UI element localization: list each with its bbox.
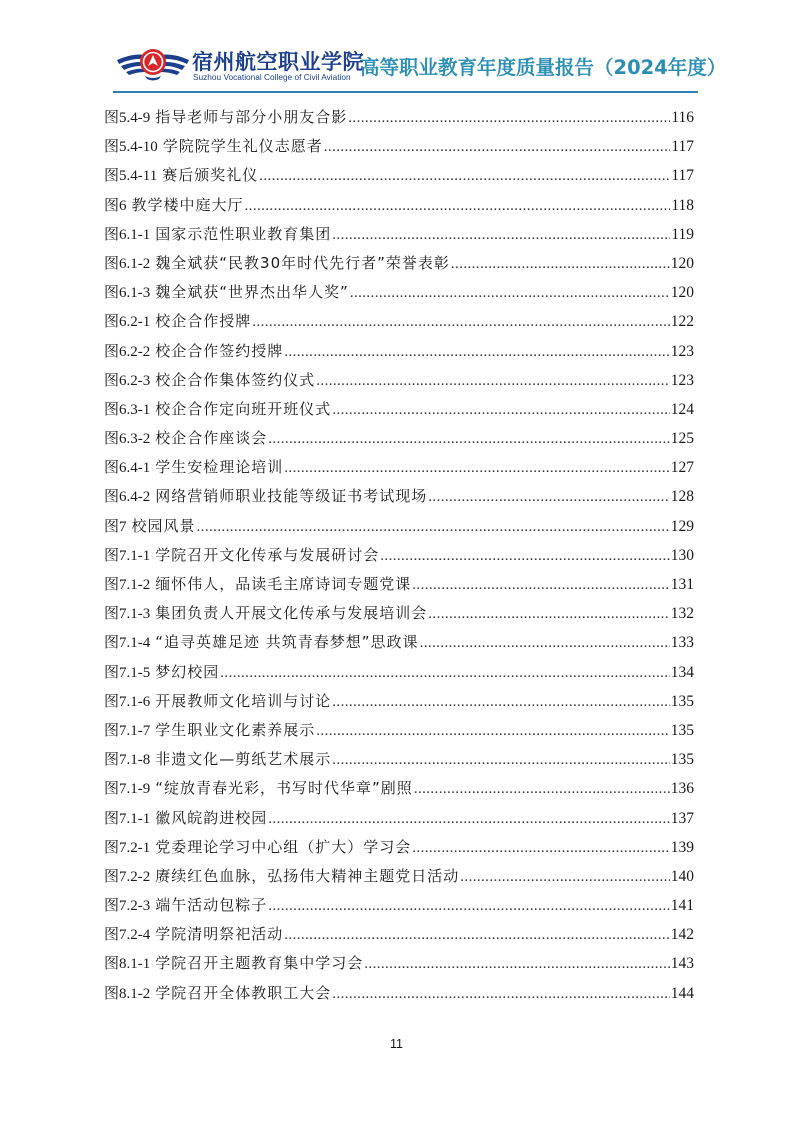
toc-page-number: 139 — [670, 838, 694, 856]
toc-figure-label: 图7.1-7 — [104, 722, 151, 739]
toc-dot-leader — [220, 659, 669, 688]
toc-entry[interactable] — [104, 628, 694, 657]
toc-figure-label: 图8.1-1 — [104, 956, 151, 973]
toc-figure-label: 图5.4-11 — [104, 168, 158, 185]
toc-entry[interactable] — [104, 453, 694, 482]
toc-dot-leader — [350, 279, 670, 308]
toc-figure-title: 教学楼中庭大厅 — [131, 195, 244, 214]
toc-figure-label: 图5.4-10 — [104, 139, 158, 156]
toc-dot-leader — [268, 425, 669, 454]
toc-figure-label: 图6.4-1 — [104, 460, 151, 477]
toc-entry[interactable] — [104, 804, 694, 833]
toc-figure-title: 指导老师与部分小朋友合影 — [155, 108, 348, 126]
toc-entry[interactable] — [104, 366, 694, 395]
toc-figure-label: 图7.2-1 — [104, 839, 151, 856]
toc-page-number: 117 — [671, 167, 694, 185]
toc-dot-leader — [414, 775, 670, 804]
toc-figure-title: 端午活动包粽子 — [155, 896, 268, 915]
toc-entry[interactable] — [104, 687, 694, 716]
toc-figure-label: 图8.1-2 — [104, 985, 151, 1002]
toc-page-number: 137 — [670, 809, 694, 827]
toc-page-number: 123 — [670, 342, 694, 360]
toc-page-number: 117 — [671, 138, 694, 156]
toc-page-number: 118 — [671, 196, 694, 214]
toc-figure-title: 非遗文化—剪纸艺术展示 — [155, 750, 332, 769]
toc-figure-label: 图7.2-4 — [104, 927, 151, 944]
toc-entry[interactable] — [104, 745, 694, 774]
toc-dot-leader — [284, 921, 669, 950]
toc-figure-label: 图7.1-1 — [104, 810, 151, 827]
toc-figure-label: 图7.1-9 — [104, 781, 151, 798]
toc-figure-title: 集团负责人开展文化传承与发展培训会 — [155, 604, 428, 623]
toc-page-number: 116 — [671, 109, 694, 126]
toc-entry[interactable] — [104, 949, 694, 978]
toc-dot-leader — [268, 805, 669, 834]
toc-page-number: 143 — [670, 955, 694, 973]
toc-figure-title: 梦幻校园 — [155, 662, 220, 681]
toc-figure-title: 学院召开文化传承与发展研讨会 — [155, 545, 380, 564]
toc-dot-leader — [460, 863, 669, 892]
toc-entry[interactable] — [104, 307, 694, 336]
toc-dot-leader — [332, 688, 669, 717]
toc-figure-title: 赛后颁奖礼仪 — [162, 166, 259, 185]
toc-entry[interactable] — [104, 833, 694, 862]
toc-page-number: 124 — [670, 400, 694, 418]
toc-page-number: 135 — [670, 692, 694, 710]
toc-dot-leader — [316, 367, 669, 396]
toc-figure-title: 校企合作授牌 — [155, 312, 252, 331]
toc-figure-title: 魏全斌获“民教30年时代先行者”荣誉表彰 — [155, 253, 450, 272]
school-name-en: Suzhou Vocational College of Civil Aviation — [193, 72, 351, 82]
toc-entry[interactable] — [104, 220, 694, 249]
toc-page-number: 135 — [670, 721, 694, 739]
toc-dot-leader — [197, 513, 670, 542]
toc-figure-label: 图6.3-1 — [104, 401, 151, 418]
toc-page-number: 144 — [670, 984, 694, 1002]
toc-page-number: 128 — [670, 488, 694, 506]
toc-entry[interactable] — [104, 278, 694, 307]
toc-dot-leader — [252, 308, 669, 337]
toc-page-number: 123 — [670, 371, 694, 389]
toc-entry[interactable] — [104, 541, 694, 570]
toc-page-number: 125 — [670, 430, 694, 448]
toc-figure-label: 图7 — [104, 518, 127, 535]
toc-figure-label: 图6.1-2 — [104, 255, 151, 272]
toc-figure-label: 图6.3-2 — [104, 431, 151, 448]
toc-figure-label: 图6.4-2 — [104, 489, 151, 506]
toc-page-number: 142 — [670, 926, 694, 944]
toc-figure-title: 校园风景 — [131, 516, 196, 535]
toc-page-number: 131 — [670, 576, 694, 593]
toc-page-number: 129 — [670, 517, 694, 535]
toc-dot-leader — [259, 162, 670, 191]
toc-entry[interactable] — [104, 482, 694, 511]
toc-figure-label: 图6.2-1 — [104, 314, 151, 331]
toc-figure-title: 学院清明祭祀活动 — [155, 925, 284, 944]
toc-dot-leader — [332, 980, 669, 1009]
toc-figure-label: 图7.1-2 — [104, 577, 151, 593]
toc-figure-label: 图7.2-2 — [104, 868, 151, 885]
toc-entry[interactable] — [104, 891, 694, 920]
toc-page-number: 136 — [670, 780, 694, 798]
toc-dot-leader — [412, 571, 669, 600]
toc-figure-title: 开展教师文化培训与讨论 — [155, 691, 332, 710]
toc-dot-leader — [332, 396, 669, 425]
toc-figure-title: 学院召开主题教育集中学习会 — [155, 954, 364, 973]
page-header — [0, 0, 793, 96]
toc-entry[interactable] — [104, 570, 694, 599]
report-title: 高等职业教育年度质量报告（2024年度） — [360, 56, 727, 79]
toc-dot-leader — [284, 454, 669, 483]
toc-entry[interactable] — [104, 774, 694, 803]
toc-figure-title: 校企合作座谈会 — [155, 429, 268, 448]
toc-dot-leader — [324, 133, 671, 162]
toc-figure-title: 学院召开全体教职工大会 — [155, 983, 332, 1002]
toc-dot-leader — [284, 338, 669, 367]
toc-dot-leader — [420, 629, 670, 658]
toc-entry[interactable] — [104, 395, 694, 424]
toc-page-number: 141 — [670, 897, 694, 915]
toc-dot-leader — [428, 483, 669, 512]
toc-entry[interactable] — [104, 658, 694, 687]
toc-entry[interactable] — [104, 512, 694, 541]
toc-figure-label: 图7.1-4 — [104, 635, 151, 652]
toc-dot-leader — [268, 892, 669, 921]
toc-figure-label: 图7.1-3 — [104, 606, 151, 623]
toc-dot-leader — [428, 600, 669, 629]
toc-figure-title: “绽放青春光彩，书写时代华章”剧照 — [155, 779, 413, 798]
toc-page-number: 120 — [670, 284, 694, 302]
toc-figure-label: 图7.1-1 — [104, 547, 151, 564]
toc-entry[interactable] — [104, 337, 694, 366]
toc-dot-leader — [412, 834, 669, 863]
toc-entry[interactable] — [104, 191, 694, 220]
toc-figure-title: 徽风皖韵进校园 — [155, 808, 268, 827]
table-of-figures — [104, 103, 694, 1008]
toc-figure-title: 校企合作定向班开班仪式 — [155, 399, 332, 418]
toc-entry[interactable] — [104, 249, 694, 278]
toc-entry[interactable] — [104, 132, 694, 161]
toc-figure-label: 图5.4-9 — [104, 110, 151, 126]
toc-page-number: 132 — [670, 605, 694, 623]
toc-figure-title: 校企合作签约授牌 — [155, 341, 284, 360]
toc-entry[interactable] — [104, 424, 694, 453]
toc-figure-title: 学生职业文化素养展示 — [155, 720, 316, 739]
toc-figure-label: 图7.1-6 — [104, 693, 151, 710]
toc-entry[interactable] — [104, 716, 694, 745]
toc-figure-title: 网络营销师职业技能等级证书考试现场 — [155, 487, 428, 506]
toc-page-number: 130 — [670, 546, 694, 564]
winged-emblem-logo — [115, 40, 191, 86]
toc-figure-title: 国家示范性职业教育集团 — [155, 224, 332, 243]
header-divider — [113, 91, 698, 93]
school-name-cn: 宿州航空职业学院 — [192, 50, 364, 74]
toc-entry[interactable] — [104, 161, 694, 190]
toc-figure-label: 图6.1-1 — [104, 226, 151, 243]
toc-dot-leader — [245, 192, 671, 221]
toc-figure-title: “追寻英雄足迹 共筑青春梦想”思政课 — [155, 633, 419, 652]
toc-figure-title: 赓续红色血脉，弘扬伟大精神主题党日活动 — [155, 866, 460, 885]
toc-figure-label: 图6.2-2 — [104, 343, 151, 360]
toc-dot-leader — [332, 221, 670, 250]
toc-figure-title: 党委理论学习中心组（扩大）学习会 — [155, 837, 412, 856]
toc-dot-leader — [332, 746, 669, 775]
page-number: 11 — [390, 1037, 403, 1051]
toc-entry[interactable] — [104, 920, 694, 949]
toc-page-number: 135 — [670, 751, 694, 769]
toc-figure-label: 图6.1-3 — [104, 285, 151, 302]
toc-figure-title: 学生安检理论培训 — [155, 458, 284, 477]
toc-page-number: 133 — [670, 634, 694, 652]
toc-figure-label: 图6 — [104, 197, 127, 214]
toc-page-number: 119 — [671, 225, 694, 243]
toc-figure-label: 图7.2-3 — [104, 898, 151, 915]
toc-entry[interactable] — [104, 979, 694, 1008]
toc-dot-leader — [380, 542, 669, 571]
toc-figure-label: 图7.1-8 — [104, 752, 151, 769]
toc-figure-title: 学院院学生礼仪志愿者 — [162, 137, 323, 156]
toc-figure-title: 魏全斌获“世界杰出华人奖” — [155, 283, 349, 302]
toc-dot-leader — [364, 950, 669, 979]
toc-entry[interactable] — [104, 599, 694, 628]
toc-figure-label: 图7.1-5 — [104, 664, 151, 681]
toc-entry[interactable] — [104, 862, 694, 891]
toc-page-number: 134 — [670, 663, 694, 681]
toc-page-number: 122 — [670, 313, 694, 331]
toc-figure-title: 校企合作集体签约仪式 — [155, 370, 316, 389]
toc-page-number: 120 — [670, 254, 694, 272]
toc-entry[interactable] — [104, 103, 694, 132]
toc-figure-title: 缅怀伟人，品读毛主席诗词专题党课 — [155, 575, 412, 593]
toc-page-number: 127 — [670, 459, 694, 477]
toc-dot-leader — [316, 717, 669, 746]
toc-page-number: 140 — [670, 867, 694, 885]
toc-dot-leader — [451, 250, 670, 279]
toc-dot-leader — [348, 104, 670, 133]
toc-figure-label: 图6.2-3 — [104, 372, 151, 389]
